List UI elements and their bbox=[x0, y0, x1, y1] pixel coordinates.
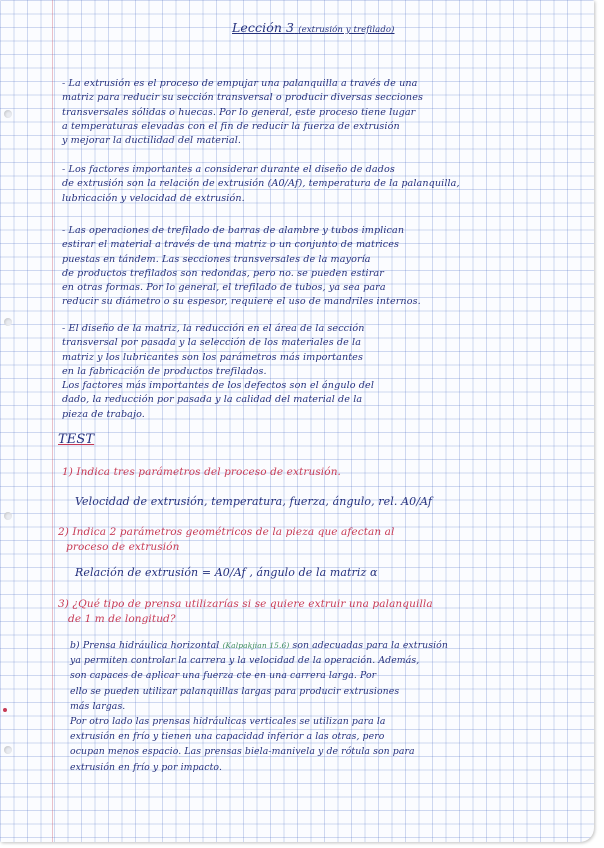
page-title: Lección 3 (extrusión y trefilado) bbox=[232, 20, 395, 35]
answer-2: Relación de extrusión = A0/Af , ángulo de la matriz α bbox=[75, 566, 378, 579]
answer-3: b) Prensa hidráulica horizontal (Kalpakjian 15.6) son adecuadas para la extrusión ya permiten controlar la carrera y la velocidad de la operación. Además, son capaces de aplicar una fuerza cte en una carrera larga. Por ello se pueden utilizar palanquillas largas para producir extrusiones más largas. Por otro lado las prensas hidráulicas verticales se utilizan para la extrusión en frío y tienen una capacidad inferior a las otras, pero ocupan menos espacio. Las prensas biela-manivela y de rótula son para extrusión en frío y por impacto. bbox=[70, 640, 448, 773]
page-subtitle: (extrusión y trefilado) bbox=[298, 25, 395, 35]
paragraph-extrusion-definition: - La extrusión es el proceso de empujar una palanquilla a través de una matriz para reducir su sección transversal o producir diversas secciones transversales sólidas o huecas. Por lo general, este proceso tiene lugar a temperaturas elevadas con el fin de reducir la fuerza de extrusión y mejorar la ductilidad del material. bbox=[62, 78, 423, 147]
punch-hole bbox=[4, 746, 12, 754]
question-2: 2) Indica 2 parámetros geométricos de la pieza que afectan al proceso de extrusión bbox=[58, 526, 395, 553]
paragraph-die-design-factors: - Los factores importantes a considerar durante el diseño de dados de extrusión son la relación de extrusión (A0/Af), temperatura de la palanquilla, lubricación y velocidad de extrusión. bbox=[62, 164, 460, 204]
punch-hole bbox=[4, 512, 12, 520]
ink-dot bbox=[3, 708, 7, 712]
paragraph-die-design-parameters: - El diseño de la matriz, la reducción en el área de la sección transversal por pasada y la selección de los materiales de la matriz y los lubricantes son los parámetros más importantes en la fabricación de productos trefilados. Los factores más importantes de los defectos son el ángulo del dado, la reducción por pasada y la calidad del material de la pieza de trabajo. bbox=[62, 323, 374, 420]
margin-line bbox=[52, 0, 53, 842]
test-heading: TEST bbox=[58, 432, 95, 447]
answer-1: Velocidad de extrusión, temperatura, fuerza, ángulo, rel. A0/Af bbox=[75, 495, 433, 508]
answer-3-reference: (Kalpakjian 15.6) bbox=[222, 641, 290, 650]
paragraph-drawing-operations: - Las operaciones de trefilado de barras de alambre y tubos implican estirar el material a través de una matriz o un conjunto de matrices puestas en tándem. Las secciones transversales de la mayoría de productos trefilados son redondas, pero no. se pueden estirar en otras formas. Por lo general, el trefilado de tubos, ya sea para reducir su diámetro o su espesor, requiere el uso de mandriles internos. bbox=[62, 225, 421, 308]
punch-hole bbox=[4, 110, 12, 118]
question-1: 1) Indica tres parámetros del proceso de extrusión. bbox=[62, 466, 341, 478]
punch-hole bbox=[4, 318, 12, 326]
answer-3-intro: b) Prensa hidráulica horizontal bbox=[70, 640, 220, 651]
question-3: 3) ¿Qué tipo de prensa utilizarías si se quiere extruir una palanquilla de 1 m de longitud? bbox=[58, 598, 433, 625]
